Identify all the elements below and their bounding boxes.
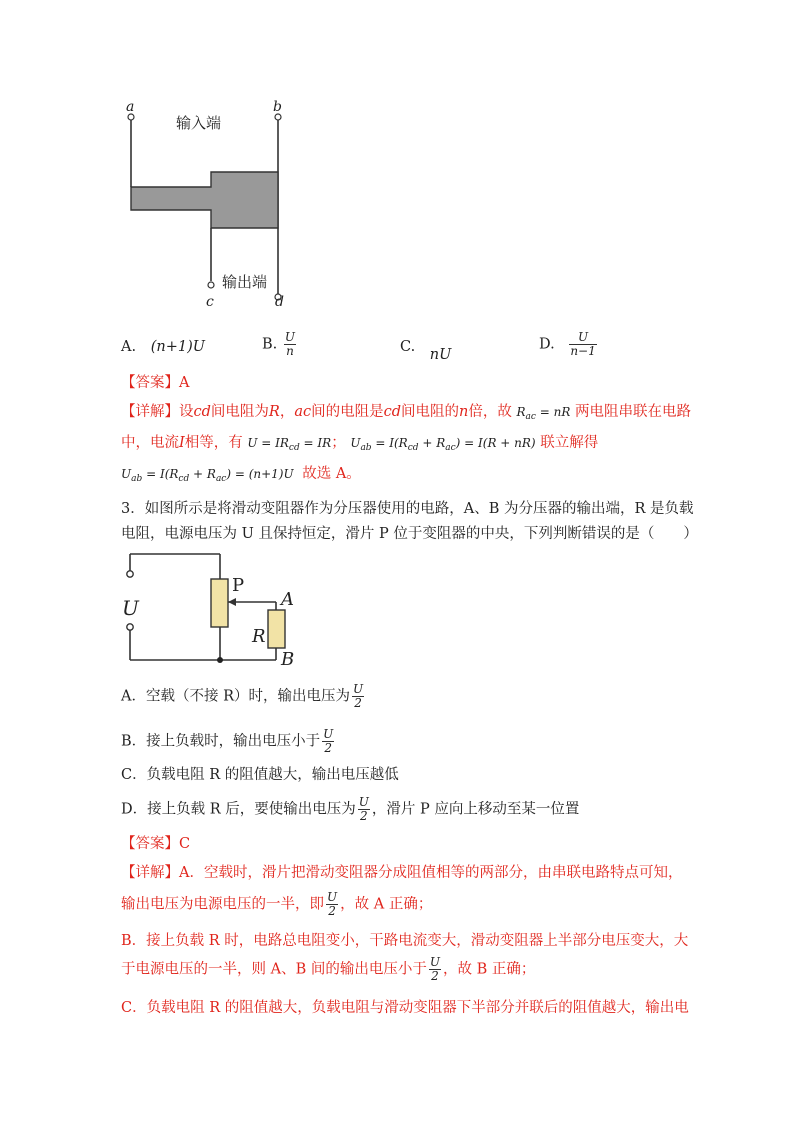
option-fraction: $\frac{U}{n-1}$	[570, 330, 596, 358]
fraction-u-over-2: $\frac{U}{2}$	[429, 955, 440, 983]
q2-detail-line3: $U_{ab} = I(R_{cd} + R_{ac}) = (n+1)U$ 故选 A。	[121, 466, 361, 484]
terminal-b-label: b	[273, 99, 282, 115]
fraction-u-over-2: $\frac{U}{2}$	[327, 890, 338, 918]
option-fraction: $\frac{U}{n}$	[284, 330, 295, 358]
q3-option-a: A．空载（不接 R）时，输出电压为 $\frac{U}{2}$	[121, 682, 364, 710]
output-label: 输出端	[222, 273, 268, 291]
q3-option-d: D．接上负载 R 后，要使输出电压为 $\frac{U}{2}$ ，滑片 P 应向上移动至某一位置	[121, 795, 580, 823]
fraction-u-over-2: $\frac{U}{2}$	[358, 795, 369, 823]
q3-detail-line1: 【详解】A．空载时，滑片把滑动变阻器分成阻值相等的两部分，由串联电路特点可知，	[121, 865, 683, 881]
terminal-A-label: A	[281, 589, 294, 610]
q3-detail-line5: C．负载电阻 R 的阻值越大，负载电阻与滑动变阻器下半部分并联后的阻值越大，输出电	[121, 1000, 689, 1016]
q2-option-b	[262, 331, 298, 358]
option-letter: C.	[400, 339, 416, 355]
input-label: 输入端	[176, 114, 222, 132]
q2-detail-line2: 中，电流I相等，有 $U = IR_{cd}$ = IR； $U_{ab} = I(R_{cd} + R_{ac}) = I(R + nR)$ 联立解得	[121, 435, 599, 453]
fraction-u-over-2: $\frac{U}{2}$	[323, 727, 334, 755]
slider-p-label: P	[232, 575, 245, 596]
q3-stem-line1: 3．如图所示是将滑动变阻器作为分压器使用的电路，A、B 为分压器的输出端，R 是负载	[121, 501, 694, 517]
q3-option-c: C．负载电阻 R 的阻值越大，输出电压越低	[121, 767, 399, 783]
load-resistor-label: R	[252, 626, 266, 647]
option-letter: A.	[121, 339, 137, 355]
option-text: (n+1)U	[150, 339, 205, 355]
resistor-shape-figure	[110, 95, 310, 310]
q3-detail-line4: 于电源电压的一半，则 A、B 间的输出电压小于 $\frac{U}{2}$ ，故 B 正确；	[121, 955, 536, 983]
q3-stem-line2: 电阻，电源电压为 U 且保持恒定，滑片 P 位于变阻器的中央，下列判断错误的是（ ）	[121, 526, 698, 542]
terminal-c-label: c	[206, 294, 214, 310]
option-letter: B.	[262, 336, 278, 353]
terminal-d-label: d	[275, 294, 284, 310]
q2-answer: 【答案】A	[121, 375, 190, 391]
q2-option-c	[400, 337, 452, 363]
voltage-divider-circuit	[115, 547, 315, 672]
q2-detail-line1: 【详解】设cd间电阻为R，ac间的电阻是cd间电阻的n倍，故 $R_{ac}$ = nR 两电阻串联在电路	[121, 404, 691, 422]
option-text: nU	[429, 347, 452, 363]
q3-answer: 【答案】C	[121, 836, 191, 852]
q2-option-d	[539, 331, 599, 358]
fraction-u-over-2: $\frac{U}{2}$	[353, 682, 364, 710]
terminal-a-label: a	[126, 99, 135, 115]
option-letter: D.	[539, 336, 555, 353]
terminal-B-label: B	[281, 649, 295, 670]
q3-option-b: B．接上负载时，输出电压小于 $\frac{U}{2}$	[121, 727, 334, 755]
q3-detail-line3: B．接上负载 R 时，电路总电阻变小，干路电流变大，滑动变阻器上半部分电压变大，大	[121, 933, 689, 949]
source-voltage-label: U	[122, 596, 139, 620]
q2-option-a	[121, 337, 205, 357]
q3-detail-line2: 输出电压为电源电压的一半，即 $\frac{U}{2}$ ，故 A 正确；	[121, 890, 433, 918]
